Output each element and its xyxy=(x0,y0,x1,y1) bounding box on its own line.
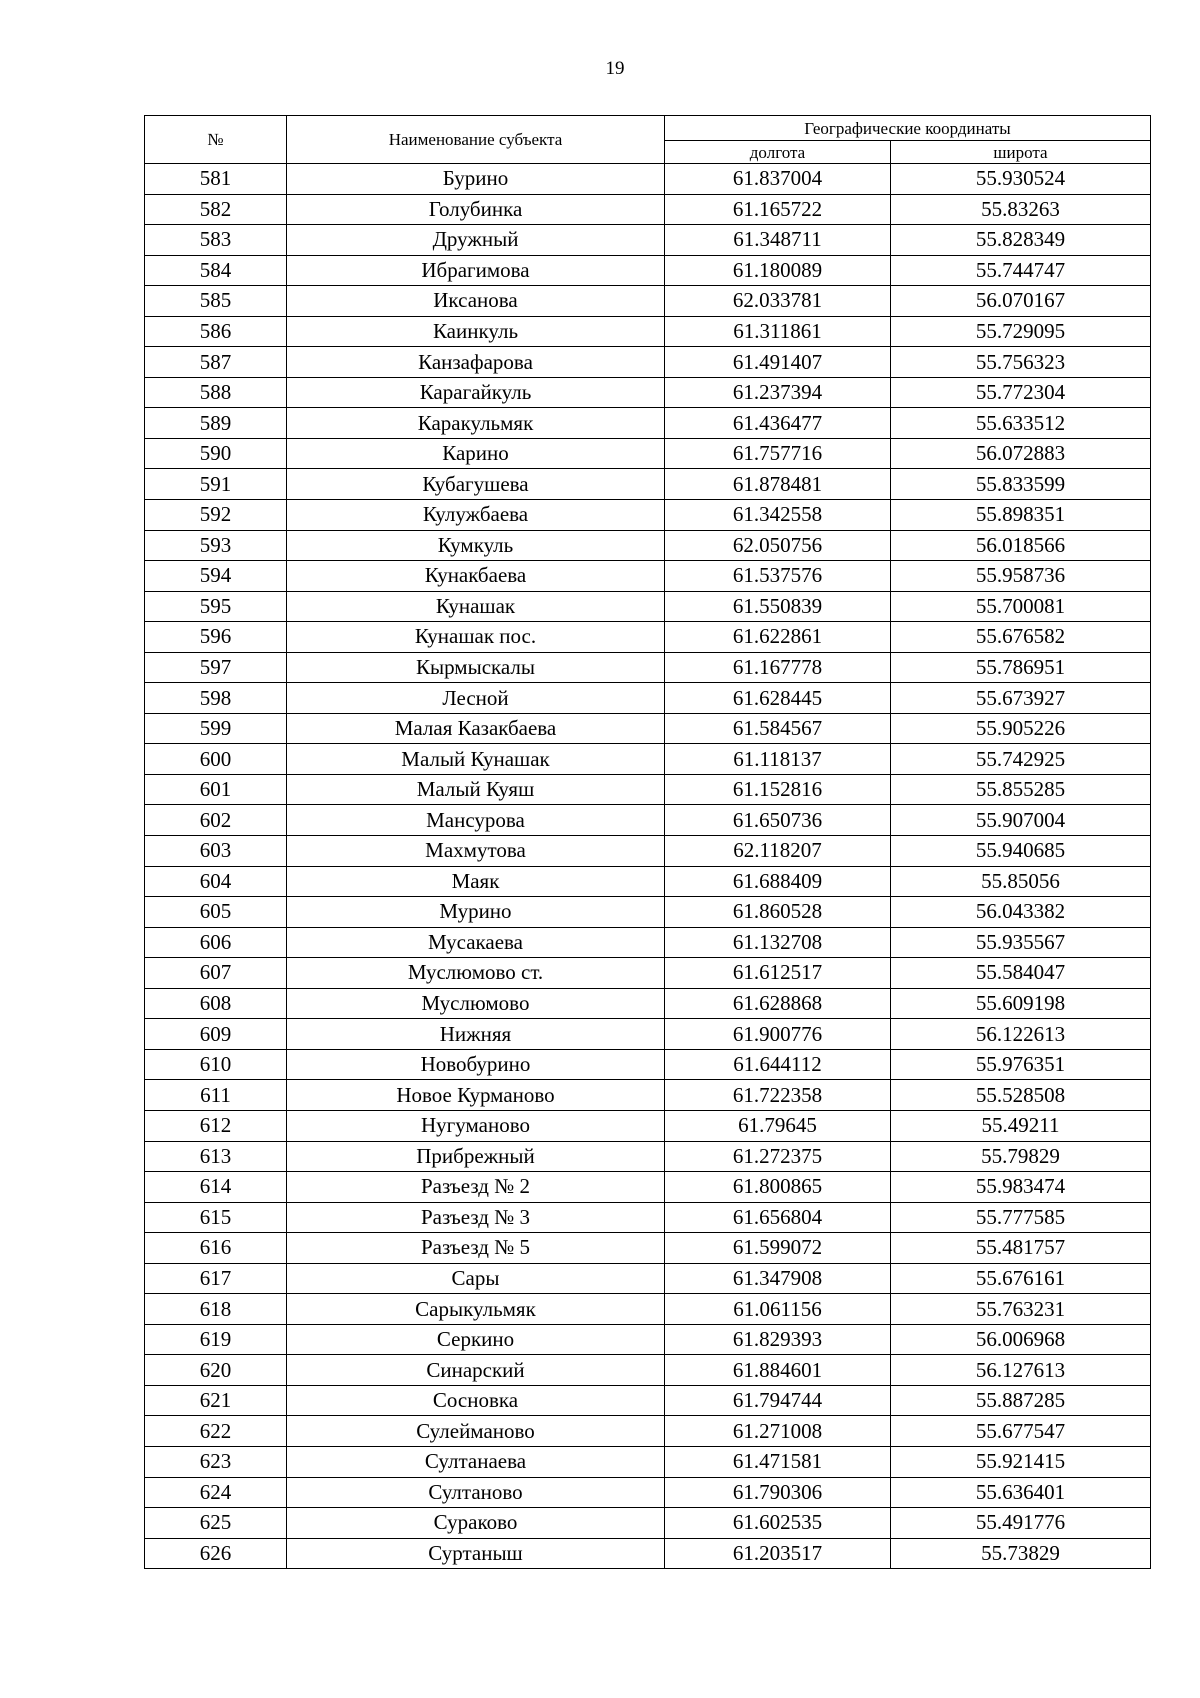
row-number: 613 xyxy=(145,1141,287,1172)
longitude-value: 61.436477 xyxy=(665,408,891,439)
longitude-value: 61.794744 xyxy=(665,1385,891,1416)
subject-name: Малый Кунашак xyxy=(287,744,665,775)
longitude-value: 61.800865 xyxy=(665,1172,891,1203)
latitude-value: 55.744747 xyxy=(891,255,1151,286)
longitude-value: 61.180089 xyxy=(665,255,891,286)
row-number: 622 xyxy=(145,1416,287,1447)
latitude-value: 55.700081 xyxy=(891,591,1151,622)
subject-name: Бурино xyxy=(287,164,665,195)
row-number: 618 xyxy=(145,1294,287,1325)
subject-name: Муслюмово xyxy=(287,988,665,1019)
row-number: 601 xyxy=(145,774,287,805)
row-number: 598 xyxy=(145,683,287,714)
subject-name: Ибрагимова xyxy=(287,255,665,286)
row-number: 602 xyxy=(145,805,287,836)
subject-name: Синарский xyxy=(287,1355,665,1386)
table-row xyxy=(145,561,1151,592)
longitude-value: 61.829393 xyxy=(665,1324,891,1355)
longitude-value: 61.118137 xyxy=(665,744,891,775)
table-row xyxy=(145,1233,1151,1264)
row-number: 611 xyxy=(145,1080,287,1111)
longitude-value: 61.203517 xyxy=(665,1538,891,1569)
subject-name: Разъезд № 3 xyxy=(287,1202,665,1233)
row-number: 599 xyxy=(145,713,287,744)
table-row xyxy=(145,958,1151,989)
latitude-value: 55.958736 xyxy=(891,561,1151,592)
table-row xyxy=(145,1416,1151,1447)
longitude-value: 61.342558 xyxy=(665,500,891,531)
latitude-value: 55.83263 xyxy=(891,194,1151,225)
longitude-value: 61.599072 xyxy=(665,1233,891,1264)
subject-name: Суртаныш xyxy=(287,1538,665,1569)
table-row xyxy=(145,1049,1151,1080)
subject-name: Карино xyxy=(287,438,665,469)
latitude-value: 55.983474 xyxy=(891,1172,1151,1203)
row-number: 604 xyxy=(145,866,287,897)
latitude-value: 55.976351 xyxy=(891,1049,1151,1080)
latitude-value: 55.898351 xyxy=(891,500,1151,531)
latitude-value: 55.935567 xyxy=(891,927,1151,958)
row-number: 610 xyxy=(145,1049,287,1080)
row-number: 596 xyxy=(145,622,287,653)
table-row xyxy=(145,1019,1151,1050)
row-number: 592 xyxy=(145,500,287,531)
row-number: 625 xyxy=(145,1508,287,1539)
row-number: 616 xyxy=(145,1233,287,1264)
latitude-value: 56.018566 xyxy=(891,530,1151,561)
latitude-value: 55.491776 xyxy=(891,1508,1151,1539)
latitude-value: 55.855285 xyxy=(891,774,1151,805)
header-number: № xyxy=(145,116,287,164)
latitude-value: 55.633512 xyxy=(891,408,1151,439)
row-number: 585 xyxy=(145,286,287,317)
row-number: 593 xyxy=(145,530,287,561)
longitude-value: 61.650736 xyxy=(665,805,891,836)
longitude-value: 61.550839 xyxy=(665,591,891,622)
longitude-value: 61.165722 xyxy=(665,194,891,225)
latitude-value: 55.609198 xyxy=(891,988,1151,1019)
longitude-value: 61.602535 xyxy=(665,1508,891,1539)
longitude-value: 61.837004 xyxy=(665,164,891,195)
latitude-value: 55.940685 xyxy=(891,836,1151,867)
subject-name: Мансурова xyxy=(287,805,665,836)
latitude-value: 55.676161 xyxy=(891,1263,1151,1294)
longitude-value: 62.118207 xyxy=(665,836,891,867)
row-number: 620 xyxy=(145,1355,287,1386)
longitude-value: 61.347908 xyxy=(665,1263,891,1294)
latitude-value: 56.070167 xyxy=(891,286,1151,317)
subject-name: Сураково xyxy=(287,1508,665,1539)
header-latitude: широта xyxy=(891,141,1151,164)
row-number: 603 xyxy=(145,836,287,867)
table-row xyxy=(145,164,1151,195)
subject-name: Сарыкульмяк xyxy=(287,1294,665,1325)
latitude-value: 56.072883 xyxy=(891,438,1151,469)
longitude-value: 61.584567 xyxy=(665,713,891,744)
longitude-value: 61.152816 xyxy=(665,774,891,805)
row-number: 607 xyxy=(145,958,287,989)
row-number: 597 xyxy=(145,652,287,683)
longitude-value: 61.656804 xyxy=(665,1202,891,1233)
subject-name: Прибрежный xyxy=(287,1141,665,1172)
longitude-value: 61.900776 xyxy=(665,1019,891,1050)
latitude-value: 55.905226 xyxy=(891,713,1151,744)
table-row xyxy=(145,897,1151,928)
table-row xyxy=(145,408,1151,439)
longitude-value: 61.061156 xyxy=(665,1294,891,1325)
header-longitude: долгота xyxy=(665,141,891,164)
latitude-value: 55.828349 xyxy=(891,225,1151,256)
table-row xyxy=(145,316,1151,347)
table-row xyxy=(145,744,1151,775)
subject-name: Маяк xyxy=(287,866,665,897)
subject-name: Мусакаева xyxy=(287,927,665,958)
longitude-value: 61.644112 xyxy=(665,1049,891,1080)
table-row xyxy=(145,1141,1151,1172)
longitude-value: 61.271008 xyxy=(665,1416,891,1447)
subject-name: Султанаева xyxy=(287,1446,665,1477)
latitude-value: 55.673927 xyxy=(891,683,1151,714)
subject-name: Серкино xyxy=(287,1324,665,1355)
subject-name: Голубинка xyxy=(287,194,665,225)
subject-name: Малый Куяш xyxy=(287,774,665,805)
table-row xyxy=(145,1172,1151,1203)
longitude-value: 61.757716 xyxy=(665,438,891,469)
longitude-value: 62.033781 xyxy=(665,286,891,317)
longitude-value: 61.348711 xyxy=(665,225,891,256)
longitude-value: 61.537576 xyxy=(665,561,891,592)
table-row xyxy=(145,622,1151,653)
table-row xyxy=(145,591,1151,622)
row-number: 582 xyxy=(145,194,287,225)
latitude-value: 55.79829 xyxy=(891,1141,1151,1172)
subject-name: Султаново xyxy=(287,1477,665,1508)
table-row xyxy=(145,713,1151,744)
subject-name: Махмутова xyxy=(287,836,665,867)
longitude-value: 61.628868 xyxy=(665,988,891,1019)
row-number: 600 xyxy=(145,744,287,775)
subject-name: Нижняя xyxy=(287,1019,665,1050)
row-number: 619 xyxy=(145,1324,287,1355)
table-row xyxy=(145,774,1151,805)
latitude-value: 55.907004 xyxy=(891,805,1151,836)
longitude-value: 61.688409 xyxy=(665,866,891,897)
subject-name: Новобурино xyxy=(287,1049,665,1080)
subject-name: Кырмыскалы xyxy=(287,652,665,683)
longitude-value: 61.878481 xyxy=(665,469,891,500)
longitude-value: 61.471581 xyxy=(665,1446,891,1477)
row-number: 583 xyxy=(145,225,287,256)
subject-name: Иксанова xyxy=(287,286,665,317)
latitude-value: 55.481757 xyxy=(891,1233,1151,1264)
longitude-value: 61.790306 xyxy=(665,1477,891,1508)
row-number: 595 xyxy=(145,591,287,622)
table-row xyxy=(145,805,1151,836)
table-row xyxy=(145,1324,1151,1355)
row-number: 605 xyxy=(145,897,287,928)
table-row xyxy=(145,1294,1151,1325)
subject-name: Сосновка xyxy=(287,1385,665,1416)
table-row xyxy=(145,194,1151,225)
longitude-value: 61.612517 xyxy=(665,958,891,989)
row-number: 624 xyxy=(145,1477,287,1508)
subject-name: Нугуманово xyxy=(287,1110,665,1141)
header-coordinates: Географические координаты xyxy=(665,116,1151,141)
table-row xyxy=(145,927,1151,958)
subject-name: Кулужбаева xyxy=(287,500,665,531)
latitude-value: 55.676582 xyxy=(891,622,1151,653)
table-row xyxy=(145,438,1151,469)
row-number: 608 xyxy=(145,988,287,1019)
longitude-value: 61.722358 xyxy=(665,1080,891,1111)
subject-name: Муслюмово ст. xyxy=(287,958,665,989)
row-number: 594 xyxy=(145,561,287,592)
latitude-value: 56.043382 xyxy=(891,897,1151,928)
latitude-value: 55.742925 xyxy=(891,744,1151,775)
table-row xyxy=(145,1202,1151,1233)
table-row xyxy=(145,1355,1151,1386)
latitude-value: 55.921415 xyxy=(891,1446,1151,1477)
subject-name: Кунашак пос. xyxy=(287,622,665,653)
latitude-value: 55.49211 xyxy=(891,1110,1151,1141)
row-number: 587 xyxy=(145,347,287,378)
row-number: 626 xyxy=(145,1538,287,1569)
table-row xyxy=(145,286,1151,317)
subject-name: Кумкуль xyxy=(287,530,665,561)
table-row xyxy=(145,1263,1151,1294)
longitude-value: 62.050756 xyxy=(665,530,891,561)
table-row xyxy=(145,1110,1151,1141)
longitude-value: 61.622861 xyxy=(665,622,891,653)
longitude-value: 61.628445 xyxy=(665,683,891,714)
latitude-value: 55.677547 xyxy=(891,1416,1151,1447)
subject-name: Сулейманово xyxy=(287,1416,665,1447)
subject-name: Сары xyxy=(287,1263,665,1294)
row-number: 614 xyxy=(145,1172,287,1203)
latitude-value: 55.729095 xyxy=(891,316,1151,347)
row-number: 606 xyxy=(145,927,287,958)
subject-name: Дружный xyxy=(287,225,665,256)
subject-name: Кубагушева xyxy=(287,469,665,500)
longitude-value: 61.272375 xyxy=(665,1141,891,1172)
table-row xyxy=(145,500,1151,531)
table-row xyxy=(145,1508,1151,1539)
latitude-value: 55.786951 xyxy=(891,652,1151,683)
table-body xyxy=(145,164,1151,1569)
row-number: 612 xyxy=(145,1110,287,1141)
longitude-value: 61.311861 xyxy=(665,316,891,347)
latitude-value: 55.763231 xyxy=(891,1294,1151,1325)
longitude-value: 61.167778 xyxy=(665,652,891,683)
table-row xyxy=(145,683,1151,714)
table-row xyxy=(145,652,1151,683)
row-number: 617 xyxy=(145,1263,287,1294)
table-row xyxy=(145,469,1151,500)
subject-name: Каинкуль xyxy=(287,316,665,347)
row-number: 590 xyxy=(145,438,287,469)
subject-name: Новое Курманово xyxy=(287,1080,665,1111)
table-row xyxy=(145,347,1151,378)
subject-name: Лесной xyxy=(287,683,665,714)
latitude-value: 55.636401 xyxy=(891,1477,1151,1508)
row-number: 609 xyxy=(145,1019,287,1050)
row-number: 591 xyxy=(145,469,287,500)
table-row xyxy=(145,1538,1151,1569)
latitude-value: 55.73829 xyxy=(891,1538,1151,1569)
row-number: 581 xyxy=(145,164,287,195)
row-number: 586 xyxy=(145,316,287,347)
table-row xyxy=(145,530,1151,561)
subject-name: Канзафарова xyxy=(287,347,665,378)
latitude-value: 55.777585 xyxy=(891,1202,1151,1233)
subject-name: Малая Казакбаева xyxy=(287,713,665,744)
latitude-value: 55.772304 xyxy=(891,377,1151,408)
table-row xyxy=(145,1477,1151,1508)
row-number: 584 xyxy=(145,255,287,286)
table-row xyxy=(145,255,1151,286)
longitude-value: 61.884601 xyxy=(665,1355,891,1386)
row-number: 588 xyxy=(145,377,287,408)
row-number: 589 xyxy=(145,408,287,439)
latitude-value: 56.122613 xyxy=(891,1019,1151,1050)
latitude-value: 55.584047 xyxy=(891,958,1151,989)
latitude-value: 55.887285 xyxy=(891,1385,1151,1416)
longitude-value: 61.79645 xyxy=(665,1110,891,1141)
subject-name: Кунашак xyxy=(287,591,665,622)
table-row xyxy=(145,988,1151,1019)
table-row xyxy=(145,225,1151,256)
table-row xyxy=(145,1446,1151,1477)
longitude-value: 61.237394 xyxy=(665,377,891,408)
row-number: 623 xyxy=(145,1446,287,1477)
table-header-row xyxy=(145,116,1151,141)
latitude-value: 55.85056 xyxy=(891,866,1151,897)
subject-name: Разъезд № 2 xyxy=(287,1172,665,1203)
table-row xyxy=(145,377,1151,408)
longitude-value: 61.491407 xyxy=(665,347,891,378)
table-row xyxy=(145,1080,1151,1111)
coordinates-table xyxy=(144,115,1151,1569)
latitude-value: 55.833599 xyxy=(891,469,1151,500)
page-number: 19 xyxy=(605,58,625,79)
longitude-value: 61.132708 xyxy=(665,927,891,958)
subject-name: Карагайкуль xyxy=(287,377,665,408)
latitude-value: 56.006968 xyxy=(891,1324,1151,1355)
subject-name: Разъезд № 5 xyxy=(287,1233,665,1264)
longitude-value: 61.860528 xyxy=(665,897,891,928)
table-row xyxy=(145,1385,1151,1416)
latitude-value: 56.127613 xyxy=(891,1355,1151,1386)
latitude-value: 55.528508 xyxy=(891,1080,1151,1111)
table-row xyxy=(145,866,1151,897)
subject-name: Кунакбаева xyxy=(287,561,665,592)
table-row xyxy=(145,836,1151,867)
subject-name: Каракульмяк xyxy=(287,408,665,439)
subject-name: Мурино xyxy=(287,897,665,928)
row-number: 615 xyxy=(145,1202,287,1233)
latitude-value: 55.756323 xyxy=(891,347,1151,378)
row-number: 621 xyxy=(145,1385,287,1416)
header-name: Наименование субъекта xyxy=(287,116,665,164)
latitude-value: 55.930524 xyxy=(891,164,1151,195)
